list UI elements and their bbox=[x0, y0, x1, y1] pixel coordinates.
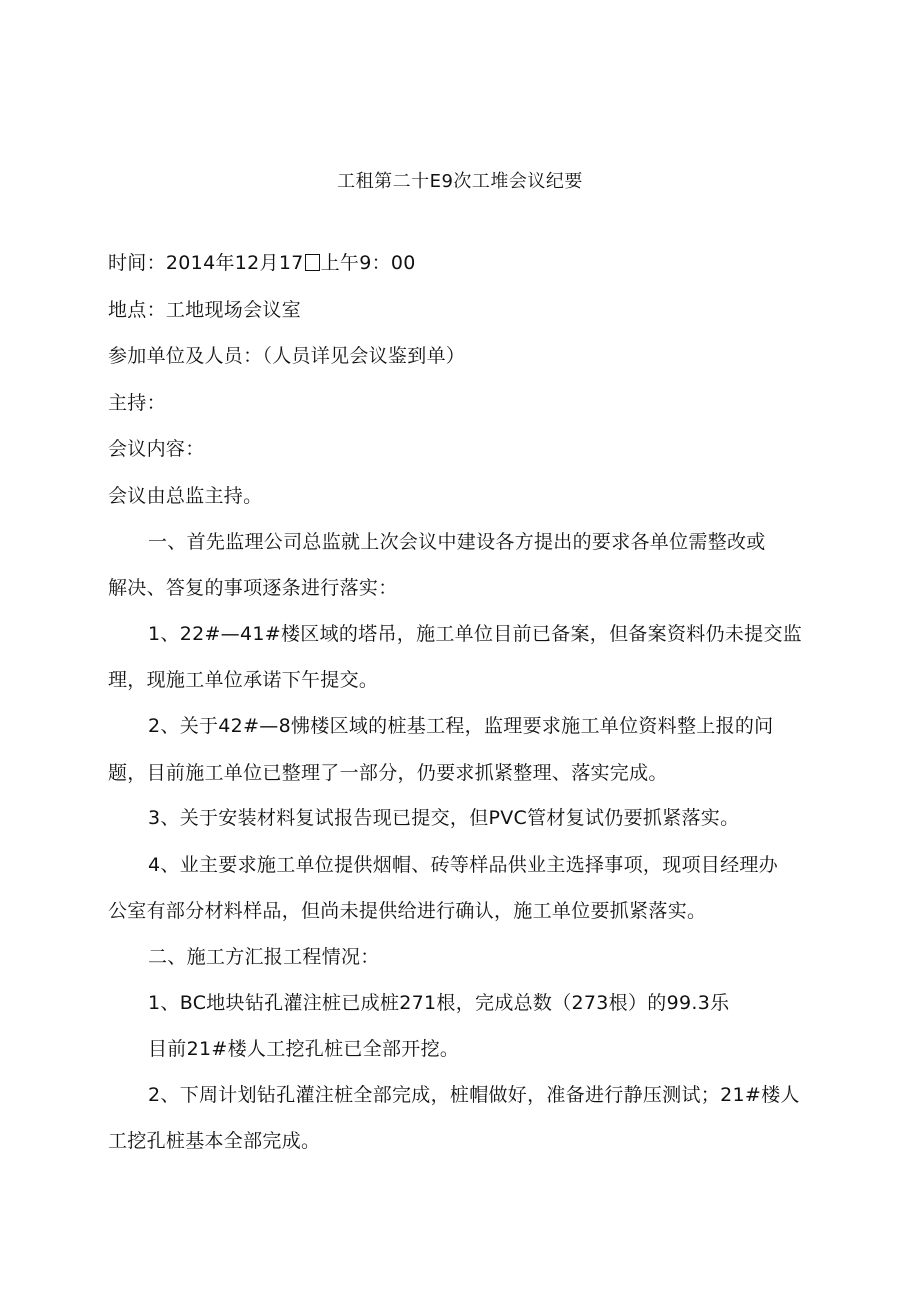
report2-line2: 工挖孔桩基本全部完成。 bbox=[108, 1130, 321, 1152]
meeting-time bbox=[108, 250, 828, 276]
section1-line1: 一、首先监理公司总监就上次会议中建设各方提出的要求各单位需整改或 bbox=[148, 531, 766, 553]
meeting-time-hour: 上午9：00 bbox=[320, 252, 416, 274]
item1-line1: 1、22#—41#楼区域的塔吊，施工单位目前已备案，但备案资料仍未提交监 bbox=[148, 623, 803, 645]
item1-line2: 理，现施工单位承诺下午提交。 bbox=[108, 669, 379, 691]
report1-line1: 1、BC地块钻孔灌注桩已成桩271根，完成总数（273根）的99.3乐 bbox=[148, 992, 730, 1014]
meeting-content-label: 会议内容： bbox=[108, 438, 205, 460]
item2-line2: 题，目前施工单位已整理了一部分，仍要求抓紧整理、落实完成。 bbox=[108, 762, 668, 784]
report2-line1: 2、下周计划钻孔灌注桩全部完成，桩帽做好，准备进行静压测试；21#楼人 bbox=[148, 1084, 800, 1106]
item4-line2: 公室有部分材料样品，但尚未提供给进行确认，施工单位要抓紧落实。 bbox=[108, 900, 707, 922]
section2-title: 二、施工方汇报工程情况： bbox=[148, 946, 380, 968]
meeting-host: 主持： bbox=[108, 392, 166, 414]
report1-line2: 目前21#楼人工挖孔桩已全部开挖。 bbox=[148, 1038, 460, 1060]
item2-line1: 2、关于42#—8怫楼区域的桩基工程，监理要求施工单位资料整上报的问 bbox=[148, 715, 774, 737]
document-title: 工租第二十E9次工堆会议纪要 bbox=[337, 171, 583, 192]
meeting-intro: 会议由总监主持。 bbox=[108, 485, 263, 507]
missing-glyph-box bbox=[305, 254, 320, 271]
meeting-time-date: 时间：2014年12月17 bbox=[108, 252, 304, 274]
section1-line2: 解决、答复的事项逐条进行落实： bbox=[108, 577, 398, 599]
meeting-location: 地点：工地现场会议室 bbox=[108, 299, 302, 321]
item3-line1: 3、关于安装材料复试报告现已提交，但PVC管材复试仍要抓紧落实。 bbox=[148, 807, 740, 829]
meeting-participants: 参加单位及人员：（人员详见会议鉴到单） bbox=[108, 345, 466, 367]
item4-line1: 4、业主要求施工单位提供烟帽、砖等样品供业主选择事项，现项目经理办 bbox=[148, 854, 778, 876]
